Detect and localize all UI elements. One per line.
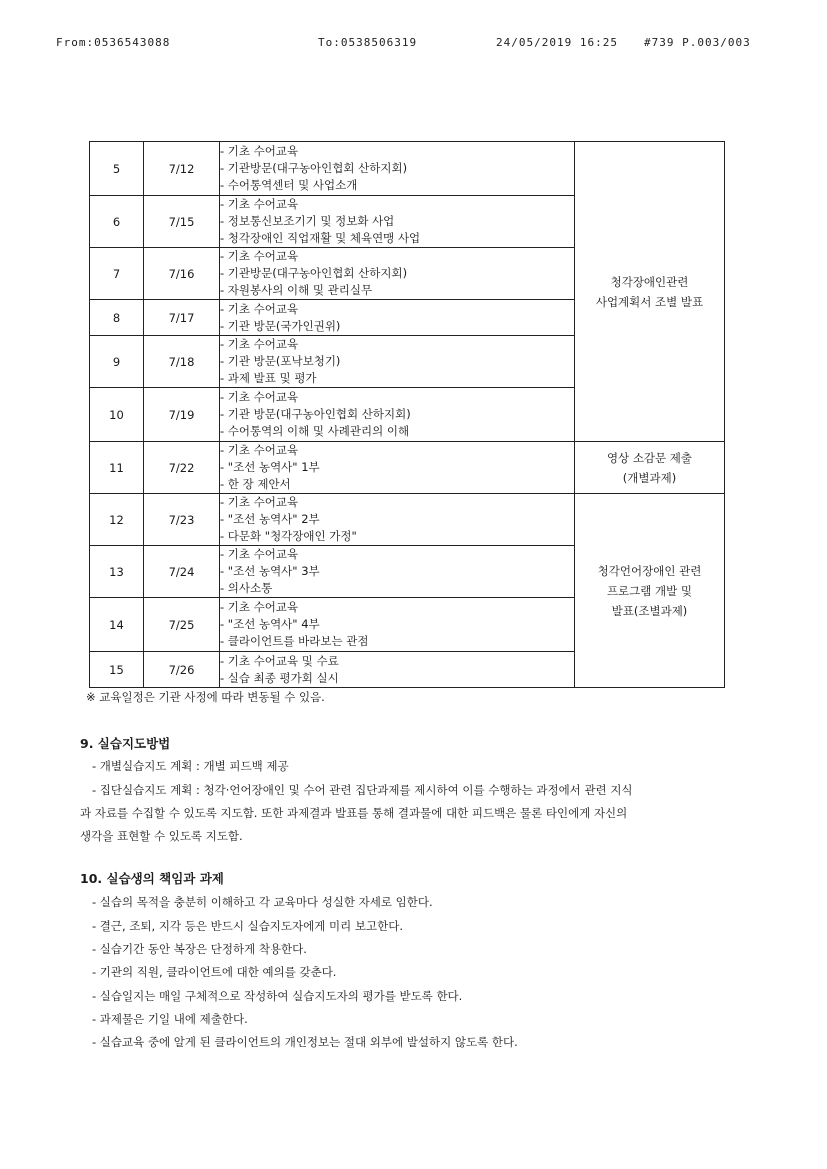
section-9-line: - 개별실습지도 계획 : 개별 피드백 제공 <box>92 759 289 773</box>
row-content <box>220 598 575 652</box>
content-item: - "조선 농역사" 1부 <box>220 460 320 474</box>
note-group-c <box>575 494 725 688</box>
row-number: 9 <box>90 336 144 388</box>
row-date: 7/18 <box>144 336 220 388</box>
content-item: - 기초 수어교육 <box>220 390 299 404</box>
row-number: 13 <box>90 546 144 598</box>
section-9-title: 9. 실습지도방법 <box>80 736 171 751</box>
note-group-a <box>575 142 725 442</box>
content-item: - 기초 수어교육 및 수료 <box>220 653 339 668</box>
content-item: - 수어통역의 이해 및 사례관리의 이해 <box>220 424 410 438</box>
content-item: - 기초 수어교육 <box>220 249 299 263</box>
content-item: - 청각장애인 직업재활 및 체육연맹 사업 <box>220 231 421 245</box>
note-line: (개별과제) <box>622 470 677 485</box>
note-line: 영상 소감문 제출 <box>606 450 693 465</box>
row-content <box>220 652 575 688</box>
section-10-line: - 실습의 목적을 충분히 이해하고 각 교육마다 성실한 자세로 임한다. <box>92 895 433 909</box>
content-item: - "조선 농역사" 3부 <box>220 564 320 578</box>
section-10-line: - 실습교육 중에 알게 된 클라이언트의 개인정보는 절대 외부에 발설하지 않도록 한다. <box>92 1035 518 1049</box>
content-item: - 자원봉사의 이해 및 관리실무 <box>220 283 373 297</box>
row-content <box>220 494 575 546</box>
content-item: - 기초 수어교육 <box>220 443 299 457</box>
content-item: - 기초 수어교육 <box>220 197 299 211</box>
content-item: - 기초 수어교육 <box>220 495 299 509</box>
note-line: 사업계획서 조별 발표 <box>595 294 704 309</box>
fax-page: #739 P.003/003 <box>644 36 751 49</box>
content-item: - "조선 농역사" 2부 <box>220 512 320 526</box>
row-date: 7/12 <box>144 142 220 196</box>
row-date: 7/24 <box>144 546 220 598</box>
content-item: - 과제 발표 및 평가 <box>220 371 317 385</box>
row-number: 10 <box>90 388 144 442</box>
section-10-line: - 기관의 직원, 클라이언트에 대한 예의를 갖춘다. <box>92 965 337 979</box>
section-10-line: - 실습기간 동안 복장은 단정하게 착용한다. <box>92 942 307 956</box>
row-number: 15 <box>90 652 144 688</box>
content-item: - 다문화 "청각장애인 가정" <box>220 529 357 543</box>
section-10-line: - 과제물은 기일 내에 제출한다. <box>92 1012 248 1026</box>
table-row <box>90 494 725 546</box>
content-item: - 의사소통 <box>220 581 273 595</box>
table-row <box>90 442 725 494</box>
row-date: 7/15 <box>144 196 220 248</box>
note-line: 청각장애인관련 <box>610 274 689 289</box>
content-item: - "조선 농역사" 4부 <box>220 617 320 631</box>
row-date: 7/26 <box>144 652 220 688</box>
row-content <box>220 142 575 196</box>
content-item: - 정보통신보조기기 및 정보화 사업 <box>220 214 395 228</box>
row-content <box>220 196 575 248</box>
row-content <box>220 248 575 300</box>
section-9-line: 생각을 표현할 수 있도록 지도함. <box>80 829 243 843</box>
note-line: 청각언어장애인 관련 <box>597 563 702 578</box>
section-9-line: 과 자료를 수집할 수 있도록 지도함. 또한 과제결과 발표를 통해 결과물에 대한 피드백은 물론 타인에게 자신의 <box>80 806 628 820</box>
row-number: 5 <box>90 142 144 196</box>
row-date: 7/25 <box>144 598 220 652</box>
fax-from: From:0536543088 <box>56 36 171 49</box>
row-number: 14 <box>90 598 144 652</box>
row-date: 7/22 <box>144 442 220 494</box>
content-item: - 기관방문(대구농아인협회 산하지회) <box>220 266 408 280</box>
row-content <box>220 388 575 442</box>
row-number: 6 <box>90 196 144 248</box>
section-10-title: 10. 실습생의 책임과 과제 <box>80 871 224 886</box>
row-date: 7/17 <box>144 300 220 336</box>
content-item: - 기관 방문(대구농아인협회 산하지회) <box>220 407 411 421</box>
content-item: - 기관 방문(포낙보청기) <box>220 354 341 368</box>
fax-header <box>56 36 776 52</box>
section-10-line: - 결근, 조퇴, 지각 등은 반드시 실습지도자에게 미리 보고한다. <box>92 919 403 933</box>
note-line: 프로그램 개발 및 <box>606 583 693 598</box>
row-content <box>220 336 575 388</box>
fax-to: To:0538506319 <box>318 36 418 49</box>
content-item: - 수어통역센터 및 사업소개 <box>220 178 358 192</box>
content-item: - 기초 수어교육 <box>220 547 299 561</box>
content-item: - 기초 수어교육 <box>220 144 299 158</box>
content-item: - 실습 최종 평가회 실시 <box>220 670 339 685</box>
table-row <box>90 142 725 196</box>
row-number: 12 <box>90 494 144 546</box>
row-content <box>220 300 575 336</box>
row-number: 11 <box>90 442 144 494</box>
section-10-line: - 실습일지는 매일 구체적으로 작성하여 실습지도자의 평가를 받도록 한다. <box>92 989 463 1003</box>
content-item: - 클라이언트를 바라보는 관점 <box>220 634 369 648</box>
content-item: - 한 장 제안서 <box>220 477 291 491</box>
row-date: 7/19 <box>144 388 220 442</box>
note-group-b <box>575 442 725 494</box>
row-number: 8 <box>90 300 144 336</box>
note-line: 발표(조별과제) <box>611 603 688 618</box>
row-date: 7/16 <box>144 248 220 300</box>
schedule-footnote: ※ 교육일정은 기관 사정에 따라 변동될 수 있음. <box>86 690 325 704</box>
row-number: 7 <box>90 248 144 300</box>
schedule-table <box>89 141 725 688</box>
content-item: - 기초 수어교육 <box>220 600 299 614</box>
content-item: - 기관방문(대구농아인협회 산하지회) <box>220 161 408 175</box>
row-date: 7/23 <box>144 494 220 546</box>
row-content <box>220 546 575 598</box>
content-item: - 기관 방문(국가인권위) <box>220 318 341 333</box>
row-content <box>220 442 575 494</box>
content-item: - 기초 수어교육 <box>220 301 299 316</box>
fax-datetime: 24/05/2019 16:25 <box>496 36 618 49</box>
section-9-line: - 집단실습지도 계획 : 청각·언어장애인 및 수어 관련 집단과제를 제시하여 이를 수행하는 과정에서 관련 지식 <box>92 783 633 797</box>
content-item: - 기초 수어교육 <box>220 337 299 351</box>
